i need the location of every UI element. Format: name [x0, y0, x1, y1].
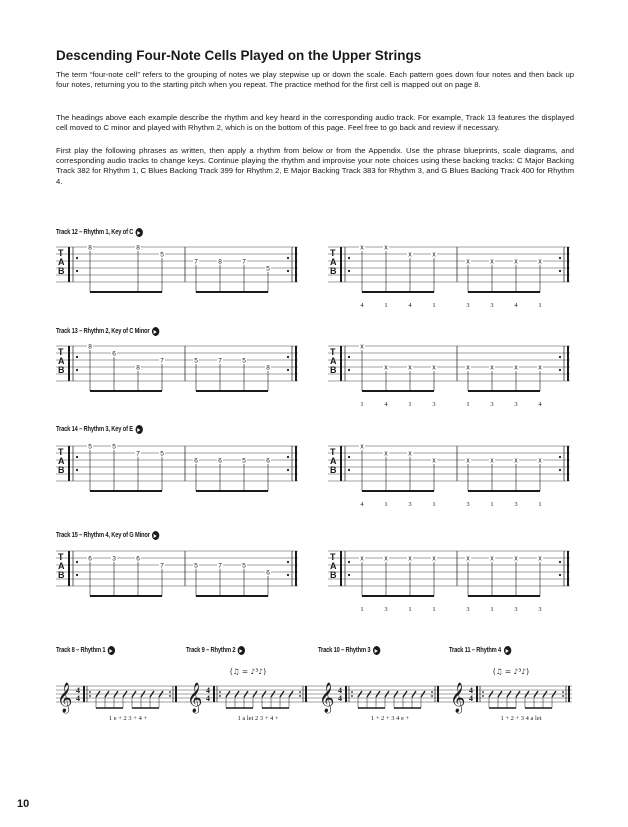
fret-number: 7: [160, 562, 164, 570]
repeat-dot: [431, 695, 433, 697]
x-notehead: x: [432, 555, 436, 563]
repeat-dot: [299, 691, 301, 693]
time-signature: 4: [76, 694, 80, 703]
x-notehead: x: [490, 258, 494, 266]
x-notehead: x: [432, 251, 436, 259]
repeat-dot: [348, 270, 350, 272]
speaker-icon[interactable]: [504, 646, 511, 655]
x-notehead: x: [466, 555, 470, 563]
speaker-icon[interactable]: [135, 425, 142, 434]
fret-number: 5: [194, 562, 198, 570]
fret-number: 5: [160, 450, 164, 458]
fret-number: 8: [88, 343, 92, 351]
track-label: [56, 531, 160, 540]
repeat-dot: [348, 574, 350, 576]
swing-marking: (♫ = ♪³♪): [229, 667, 267, 676]
repeat-dot: [287, 561, 289, 563]
fret-number: 7: [218, 357, 222, 365]
track-label: [56, 228, 143, 237]
finger-number: 4: [384, 401, 388, 408]
repeat-dot: [89, 691, 91, 693]
x-notehead: x: [384, 364, 388, 372]
fret-number: 7: [218, 562, 222, 570]
time-signature: 4: [469, 686, 473, 695]
finger-number: 1: [360, 401, 364, 408]
repeat-dot: [559, 574, 561, 576]
track-label: [56, 425, 143, 434]
repeat-dot: [76, 574, 78, 576]
time-signature: 4: [338, 694, 342, 703]
tab-clef-letter: B: [58, 266, 65, 276]
repeat-dot: [562, 695, 564, 697]
x-notehead: x: [538, 457, 542, 465]
tab-clef-letter: B: [330, 570, 337, 580]
tab-clef-letter: T: [58, 447, 64, 457]
fret-number: 5: [194, 357, 198, 365]
fret-number: 7: [160, 357, 164, 365]
fret-number: 6: [88, 555, 92, 563]
repeat-dot: [287, 456, 289, 458]
repeat-dot: [287, 369, 289, 371]
tab-clef-letter: A: [330, 561, 337, 571]
finger-number: 1: [360, 606, 364, 613]
time-signature: 4: [206, 694, 210, 703]
finger-number: 3: [432, 401, 436, 408]
x-notehead: x: [466, 364, 470, 372]
fret-number: 7: [136, 450, 140, 458]
repeat-dot: [348, 356, 350, 358]
finger-number: 3: [466, 501, 470, 508]
x-notehead: x: [384, 555, 388, 563]
tab-clef-letter: B: [330, 365, 337, 375]
tab-clef-letter: T: [330, 552, 336, 562]
treble-clef: 𝄞: [57, 683, 73, 713]
fret-number: 5: [242, 562, 246, 570]
finger-number: 3: [466, 606, 470, 613]
finger-number: 4: [408, 302, 412, 309]
rhythm-counts: 1 + 2 + 3 4 e +: [370, 715, 410, 722]
x-notehead: x: [408, 251, 412, 259]
tab-staff-fingering: [328, 441, 578, 513]
rhythm-label: [449, 646, 511, 655]
x-notehead: x: [384, 244, 388, 252]
finger-number: 3: [466, 302, 470, 309]
tab-clef-letter: B: [58, 465, 65, 475]
tab-clef-letter: A: [58, 456, 65, 466]
speaker-icon[interactable]: [108, 646, 115, 655]
time-signature: 4: [206, 686, 210, 695]
track-label-text: Track 14 – Rhythm 3, Key of E: [56, 426, 133, 433]
fret-number: 6: [266, 457, 270, 465]
repeat-dot: [219, 695, 221, 697]
track-label-text: Track 12 – Rhythm 1, Key of C: [56, 229, 134, 236]
fret-number: 8: [218, 258, 222, 266]
tab-staff-fingering: [328, 242, 578, 314]
repeat-dot: [351, 695, 353, 697]
tab-staff: [56, 341, 306, 401]
x-notehead: x: [408, 364, 412, 372]
tab-clef-letter: A: [330, 356, 337, 366]
repeat-dot: [287, 356, 289, 358]
practice-paragraph: First play the following phrases as written, then apply a rhythm from below or from the Appendix. Use the phrase blueprints, scale diagrams, and corresponding audio tracks to change keys. Continue playing the rhythm and improvise your note choices using these backing tracks: C Major Backing Track 382 for Rhythm 1, C Blues Backing Track 399 for Rhythm 2, E Major Backing Track 383 for Rhythm 3, and G Blues Backing Track 400 for Rhythm 4.: [56, 146, 574, 186]
tab-clef-letter: T: [330, 347, 336, 357]
fret-number: 5: [266, 265, 270, 273]
finger-number: 4: [360, 501, 364, 508]
tab-clef-letter: T: [58, 347, 64, 357]
finger-number: 1: [432, 606, 436, 613]
fret-number: 8: [88, 244, 92, 252]
repeat-dot: [348, 257, 350, 259]
repeat-dot: [348, 369, 350, 371]
rhythm-label-text: Track 10 – Rhythm 3: [318, 647, 371, 654]
rhythm-label: [56, 646, 115, 655]
speaker-icon[interactable]: [152, 327, 159, 336]
x-notehead: x: [466, 457, 470, 465]
tab-clef-letter: T: [330, 248, 336, 258]
finger-number: 4: [514, 302, 518, 309]
repeat-dot: [287, 270, 289, 272]
x-notehead: x: [466, 258, 470, 266]
x-notehead: x: [538, 364, 542, 372]
rhythm-counts: 1 a let 2 3 + 4 +: [237, 715, 279, 722]
fret-number: 6: [136, 555, 140, 563]
speaker-icon[interactable]: [238, 646, 245, 655]
fret-number: 7: [194, 258, 198, 266]
x-notehead: x: [432, 457, 436, 465]
finger-number: 1: [408, 606, 412, 613]
tab-clef-letter: B: [330, 465, 337, 475]
time-signature: 4: [338, 686, 342, 695]
intro-paragraph: The term “four-note cell” refers to the grouping of notes we play stepwise up or down the scale. Each pattern goes down four notes and then back up four notes, returning you to the starting pitch when you repeat. The practice method for the first cell is mapped out on page 8.: [56, 70, 574, 90]
tab-staff-fingering: [328, 546, 578, 618]
x-notehead: x: [514, 457, 518, 465]
finger-number: 3: [490, 302, 494, 309]
fret-number: 5: [112, 443, 116, 451]
x-notehead: x: [384, 450, 388, 458]
x-notehead: x: [408, 555, 412, 563]
tab-clef-letter: A: [330, 456, 337, 466]
speaker-icon[interactable]: [136, 228, 143, 237]
fret-number: 3: [112, 555, 116, 563]
tab-clef-letter: B: [330, 266, 337, 276]
page-number: 10: [17, 798, 30, 810]
fret-number: 5: [88, 443, 92, 451]
x-notehead: x: [360, 555, 364, 563]
fret-number: 8: [266, 364, 270, 372]
repeat-dot: [559, 356, 561, 358]
finger-number: 1: [466, 401, 470, 408]
time-signature: 4: [469, 694, 473, 703]
repeat-dot: [287, 574, 289, 576]
finger-number: 1: [408, 401, 412, 408]
rhythm-staff: [56, 660, 576, 740]
repeat-dot: [76, 469, 78, 471]
repeat-dot: [559, 369, 561, 371]
x-notehead: x: [538, 258, 542, 266]
tab-staff: [56, 546, 306, 606]
repeat-dot: [431, 691, 433, 693]
swing-marking: (♫ = ♪³♪): [492, 667, 530, 676]
repeat-dot: [76, 369, 78, 371]
fret-number: 6: [218, 457, 222, 465]
repeat-dot: [482, 695, 484, 697]
finger-number: 3: [490, 401, 494, 408]
x-notehead: x: [360, 443, 364, 451]
rhythm-label: [318, 646, 380, 655]
tab-clef-letter: A: [58, 356, 65, 366]
finger-number: 3: [538, 606, 542, 613]
x-notehead: x: [432, 364, 436, 372]
repeat-dot: [89, 695, 91, 697]
repeat-dot: [76, 561, 78, 563]
rhythm-label: [186, 646, 245, 655]
x-notehead: x: [408, 450, 412, 458]
tab-staff: [56, 441, 306, 501]
treble-clef: 𝄞: [187, 683, 203, 713]
repeat-dot: [76, 257, 78, 259]
x-notehead: x: [514, 258, 518, 266]
track-label-text: Track 15 – Rhythm 4, Key of G Minor: [56, 532, 150, 539]
rhythm-label-text: Track 8 – Rhythm 1: [56, 647, 106, 654]
tab-clef-letter: T: [58, 552, 64, 562]
finger-number: 3: [514, 401, 518, 408]
repeat-dot: [559, 469, 561, 471]
tab-clef-letter: A: [330, 257, 337, 267]
finger-number: 1: [538, 302, 542, 309]
speaker-icon[interactable]: [373, 646, 380, 655]
finger-number: 1: [490, 501, 494, 508]
repeat-dot: [482, 691, 484, 693]
fret-number: 5: [242, 357, 246, 365]
fret-number: 6: [194, 457, 198, 465]
repeat-dot: [76, 270, 78, 272]
time-signature: 4: [76, 686, 80, 695]
track-label-text: Track 13 – Rhythm 2, Key of C Minor: [56, 328, 150, 335]
repeat-dot: [559, 257, 561, 259]
x-notehead: x: [490, 457, 494, 465]
x-notehead: x: [490, 555, 494, 563]
track-label: [56, 327, 159, 336]
fret-number: 5: [160, 251, 164, 259]
treble-clef: 𝄞: [450, 683, 466, 713]
repeat-dot: [559, 561, 561, 563]
repeat-dot: [559, 270, 561, 272]
repeat-dot: [351, 691, 353, 693]
tab-staff: [56, 242, 306, 302]
tab-clef-letter: A: [58, 257, 65, 267]
headings-paragraph: The headings above each example describe the rhythm and key heard in the corresponding audio track. For example, Track 13 features the displayed cell moved to C minor and played with Rhythm 2, which is on the bottom of this page. Feel free to go back and review if necessary.: [56, 113, 574, 133]
finger-number: 1: [432, 501, 436, 508]
fret-number: 7: [242, 258, 246, 266]
x-notehead: x: [360, 244, 364, 252]
repeat-dot: [76, 456, 78, 458]
page-title: Descending Four-Note Cells Played on the Upper Strings: [56, 48, 422, 63]
fret-number: 8: [136, 364, 140, 372]
x-notehead: x: [514, 555, 518, 563]
fret-number: 8: [136, 244, 140, 252]
repeat-dot: [299, 695, 301, 697]
x-notehead: x: [514, 364, 518, 372]
tab-clef-letter: T: [330, 447, 336, 457]
repeat-dot: [169, 695, 171, 697]
repeat-dot: [287, 257, 289, 259]
tab-clef-letter: A: [58, 561, 65, 571]
rhythm-label-text: Track 9 – Rhythm 2: [186, 647, 236, 654]
finger-number: 1: [538, 501, 542, 508]
finger-number: 1: [490, 606, 494, 613]
finger-number: 3: [408, 501, 412, 508]
rhythm-label-text: Track 11 – Rhythm 4: [449, 647, 502, 654]
finger-number: 1: [384, 501, 388, 508]
finger-number: 4: [360, 302, 364, 309]
rhythm-counts: 1 + 2 + 3 4 a let: [500, 715, 542, 722]
repeat-dot: [76, 356, 78, 358]
repeat-dot: [287, 469, 289, 471]
x-notehead: x: [538, 555, 542, 563]
repeat-dot: [348, 561, 350, 563]
repeat-dot: [348, 456, 350, 458]
repeat-dot: [559, 456, 561, 458]
x-notehead: x: [490, 364, 494, 372]
fret-number: 6: [266, 569, 270, 577]
tab-clef-letter: B: [58, 365, 65, 375]
fret-number: 5: [242, 457, 246, 465]
tab-clef-letter: B: [58, 570, 65, 580]
tab-staff-fingering: [328, 341, 578, 413]
repeat-dot: [562, 691, 564, 693]
finger-number: 4: [538, 401, 542, 408]
treble-clef: 𝄞: [319, 683, 335, 713]
finger-number: 1: [432, 302, 436, 309]
tab-clef-letter: T: [58, 248, 64, 258]
speaker-icon[interactable]: [152, 531, 159, 540]
finger-number: 1: [384, 302, 388, 309]
repeat-dot: [219, 691, 221, 693]
repeat-dot: [169, 691, 171, 693]
repeat-dot: [348, 469, 350, 471]
finger-number: 3: [514, 606, 518, 613]
rhythm-counts: 1 e + 2 3 + 4 +: [108, 715, 148, 722]
fret-number: 6: [112, 350, 116, 358]
finger-number: 3: [514, 501, 518, 508]
x-notehead: x: [360, 343, 364, 351]
finger-number: 3: [384, 606, 388, 613]
